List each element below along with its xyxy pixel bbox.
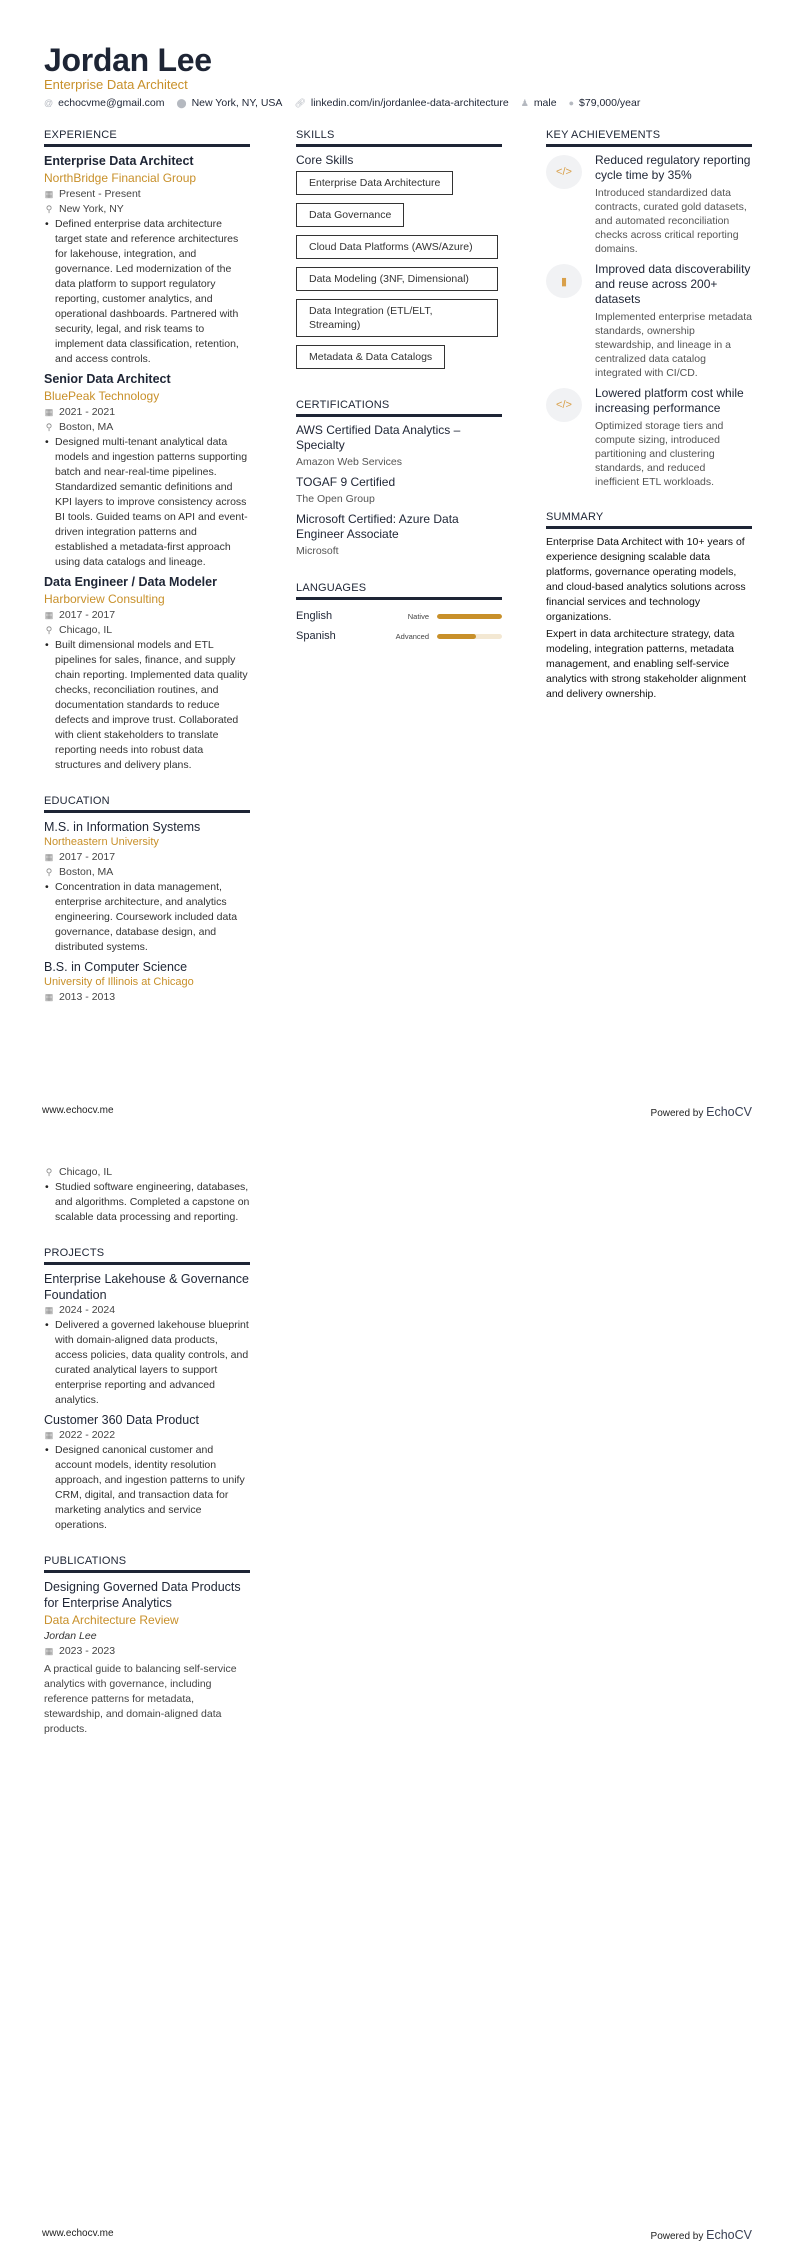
achievement xyxy=(546,386,752,489)
school: Northeastern University xyxy=(44,836,159,848)
experience-entry xyxy=(44,371,250,570)
project-name: Enterprise Lakehouse & Governance Foundation xyxy=(44,1272,249,1302)
brand-logo[interactable]: EchoCV xyxy=(706,2228,752,2242)
language-bar-fill xyxy=(437,614,502,619)
location: Boston, MA xyxy=(59,421,114,433)
dates: Present - Present xyxy=(59,188,141,200)
calendar-icon: ▦ xyxy=(44,1305,54,1315)
company: BluePeak Technology xyxy=(44,389,160,403)
footer-powered xyxy=(651,1105,752,1119)
cert-issuer: The Open Group xyxy=(296,493,375,505)
location: Boston, MA xyxy=(59,866,114,878)
contact-row xyxy=(44,97,640,109)
calendar-icon: ▦ xyxy=(44,189,54,199)
contact-gender: male xyxy=(533,97,557,109)
dates: 2023 - 2023 xyxy=(59,1645,116,1657)
languages-section xyxy=(296,582,502,646)
achievements-section xyxy=(546,129,752,489)
bullet: • Studied software engineering, databases, and algorithms. Completed a capstone on scalable data processing and reporting. xyxy=(44,1180,250,1225)
cert-name: TOGAF 9 Certified xyxy=(296,475,396,489)
location-pin-icon: ⚲ xyxy=(45,1167,53,1177)
summary-section xyxy=(546,511,752,702)
section-heading: KEY ACHIEVEMENTS xyxy=(546,129,752,147)
skill-tag: Data Modeling (3NF, Dimensional) xyxy=(296,267,498,291)
calendar-icon: ▦ xyxy=(44,610,54,620)
calendar-icon: ▦ xyxy=(44,407,54,417)
language-row xyxy=(296,606,502,626)
job-title: Data Engineer / Data Modeler xyxy=(44,575,217,589)
location-pin-icon: ⚲ xyxy=(45,625,53,635)
location-pin-icon: ⚲ xyxy=(45,867,53,877)
section-heading: PROJECTS xyxy=(44,1247,250,1265)
location-pin-icon: ⚲ xyxy=(45,422,53,432)
cert-name: AWS Certified Data Analytics – Specialty xyxy=(296,423,461,452)
publication-title: Designing Governed Data Products for Enterprise Analytics xyxy=(44,1580,241,1610)
resume-page-2 xyxy=(0,1123,794,2246)
school: University of Illinois at Chicago xyxy=(44,976,194,988)
link-icon: 🔗︎ xyxy=(294,97,306,108)
bullet: • Built dimensional models and ETL pipelines for sales, finance, and supply chain reporting. Implemented data quality checks, reconciliation routines, and documentation standards to reduce defects and improve trust. Collaborated with client stakeholders to translate reporting needs into robust data structures and delivery plans. xyxy=(44,638,250,773)
location: Chicago, IL xyxy=(59,624,113,636)
calendar-icon: ▦ xyxy=(44,992,54,1002)
section-heading: SUMMARY xyxy=(546,511,752,529)
achievement xyxy=(546,262,752,380)
skill-tag: Cloud Data Platforms (AWS/Azure) xyxy=(296,235,498,259)
language-name: English xyxy=(296,610,333,622)
code-icon: </> xyxy=(546,155,582,189)
company: NorthBridge Financial Group xyxy=(44,171,197,185)
achievement-desc: Optimized storage tiers and compute sizing, introduced partitioning and clustering standards, and reduced inefficient ETL workloads. xyxy=(595,420,724,488)
project-name: Customer 360 Data Product xyxy=(44,1413,199,1427)
bullet: • Delivered a governed lakehouse blueprint with domain-aligned data products, access policies, data quality controls, and curated analytical layers to support enterprise reporting and advanced analytics. xyxy=(44,1318,250,1408)
calendar-icon: ▦ xyxy=(44,852,54,862)
skill-tag: Data Governance xyxy=(296,203,404,227)
language-bar xyxy=(437,634,502,639)
education-entry xyxy=(44,959,250,1005)
location-pin-icon: ⬤ xyxy=(176,97,187,108)
achievement-title: Improved data discoverability and reuse across 200+ datasets xyxy=(595,262,751,306)
cert-issuer: Amazon Web Services xyxy=(296,456,403,468)
left-column xyxy=(44,1165,250,1759)
cert-name: Microsoft Certified: Azure Data Engineer Associate xyxy=(296,512,459,541)
salary-icon: ● xyxy=(568,98,575,108)
bullet: • Defined enterprise data architecture target state and reference architectures for lakehouse, integration, and governance. Led modernization of the data platform to support regulatory reporting, customer analytics, and operational dashboards. Partnered with security, legal, and risk teams to implement data classification, retention, and access controls. xyxy=(44,217,250,367)
location-pin-icon: ⚲ xyxy=(45,204,53,214)
middle-column xyxy=(296,129,502,668)
job-title: Enterprise Data Architect xyxy=(44,154,194,168)
achievement-title: Lowered platform cost while increasing performance xyxy=(595,386,744,415)
section-heading: PUBLICATIONS xyxy=(44,1555,250,1573)
summary-paragraph: Expert in data architecture strategy, data modeling, integration patterns, metadata management, and enabling self-service analytics with strong stakeholder alignment and delivery ownership. xyxy=(546,628,747,700)
skill-tag: Metadata & Data Catalogs xyxy=(296,345,445,369)
person-icon: ♟ xyxy=(520,97,529,108)
achievement-title: Reduced regulatory reporting cycle time by 35% xyxy=(595,153,751,182)
dates: 2024 - 2024 xyxy=(59,1304,116,1316)
degree: M.S. in Information Systems xyxy=(44,820,201,834)
file-icon: ▮ xyxy=(546,264,582,298)
language-level: Native xyxy=(407,611,429,621)
dates: 2017 - 2017 xyxy=(59,851,116,863)
publication-desc: A practical guide to balancing self-service analytics with governance, including reference patterns for metadata, stewardship, and domain-aligned data products. xyxy=(44,1663,237,1735)
candidate-title: Enterprise Data Architect xyxy=(44,77,188,92)
publisher: Data Architecture Review xyxy=(44,1613,179,1627)
right-column xyxy=(546,129,752,724)
bullet: • Designed canonical customer and account models, identity resolution approach, and ingestion patterns to unify CRM, digital, and transaction data for marketing analytics and service operations. xyxy=(44,1443,250,1533)
calendar-icon: ▦ xyxy=(44,1430,54,1440)
contact-salary: $79,000/year xyxy=(579,97,641,109)
location: New York, NY xyxy=(59,203,124,215)
language-name: Spanish xyxy=(296,630,336,642)
project-entry xyxy=(44,1271,250,1408)
section-heading: EXPERIENCE xyxy=(44,129,250,147)
dates: 2017 - 2017 xyxy=(59,609,116,621)
contact-location: New York, NY, USA xyxy=(191,97,283,109)
language-bar-fill xyxy=(437,634,476,639)
footer-powered xyxy=(651,2228,752,2242)
dates: 2021 - 2021 xyxy=(59,406,116,418)
project-entry xyxy=(44,1412,250,1533)
section-heading: CERTIFICATIONS xyxy=(296,399,502,417)
section-heading: EDUCATION xyxy=(44,795,250,813)
candidate-name: Jordan Lee xyxy=(44,42,212,78)
publication-author: Jordan Lee xyxy=(44,1630,97,1642)
section-heading: LANGUAGES xyxy=(296,582,502,600)
skill-tag: Enterprise Data Architecture xyxy=(296,171,453,195)
contact-email[interactable]: echocvme@gmail.com xyxy=(58,97,165,109)
certifications-section xyxy=(296,399,502,560)
experience-entry xyxy=(44,153,250,367)
section-heading: SKILLS xyxy=(296,129,502,147)
left-column xyxy=(44,129,250,1027)
email-icon: @ xyxy=(44,98,54,108)
experience-entry xyxy=(44,574,250,773)
dates: 2013 - 2013 xyxy=(59,991,116,1003)
calendar-icon: ▦ xyxy=(44,1646,54,1656)
skill-tag: Data Integration (ETL/ELT, Streaming) xyxy=(296,299,498,337)
footer-site-link[interactable]: www.echocv.me xyxy=(42,1105,114,1116)
publications-section xyxy=(44,1555,250,1737)
dates: 2022 - 2022 xyxy=(59,1429,116,1441)
education-entry xyxy=(44,819,250,955)
language-level: Advanced xyxy=(395,631,429,641)
language-bar xyxy=(437,614,502,619)
location: Chicago, IL xyxy=(59,1166,113,1178)
education-section xyxy=(44,795,250,1005)
achievement-desc: Implemented enterprise metadata standards, ownership stewardship, and lineage in a centralized data catalog integrated with CI/CD. xyxy=(595,311,753,379)
company: Harborview Consulting xyxy=(44,592,165,606)
job-title: Senior Data Architect xyxy=(44,372,171,386)
code-icon: </> xyxy=(546,388,582,422)
powered-by-label: Powered by xyxy=(650,1108,704,1119)
summary-paragraph: Enterprise Data Architect with 10+ years of experience designing scalable data platforms, governance operating models, and cloud-based analytics solutions across financial services and technology organizations. xyxy=(546,536,746,623)
education-continued xyxy=(44,1165,250,1225)
language-row xyxy=(296,626,502,646)
achievement-desc: Introduced standardized data contracts, curated gold datasets, and automated reconciliation checks across critical reporting domains. xyxy=(595,187,747,255)
degree: B.S. in Computer Science xyxy=(44,960,188,974)
achievement xyxy=(546,153,752,256)
experience-section xyxy=(44,129,250,773)
cert-issuer: Microsoft xyxy=(296,545,339,557)
bullet: • Concentration in data management, enterprise architecture, and analytics engineering. Coursework included data governance, database design, and distributed systems. xyxy=(44,880,250,955)
projects-section xyxy=(44,1247,250,1533)
brand-logo[interactable]: EchoCV xyxy=(706,1105,752,1119)
skill-group-title: Core Skills xyxy=(296,153,354,167)
footer-site-link[interactable]: www.echocv.me xyxy=(42,2228,114,2239)
contact-linkedin[interactable]: linkedin.com/in/jordanlee-data-architecture xyxy=(310,97,509,109)
skills-section xyxy=(296,129,502,377)
bullet: • Designed multi-tenant analytical data models and ingestion patterns supporting batch and near-real-time pipelines. Standardized semantic definitions and KPI layers to improve consistency across BI tools. Guided teams on API and event-driven integration patterns and established a metadata-first approach using data catalogs and lineage. xyxy=(44,435,250,570)
powered-by-label: Powered by xyxy=(650,2231,704,2242)
